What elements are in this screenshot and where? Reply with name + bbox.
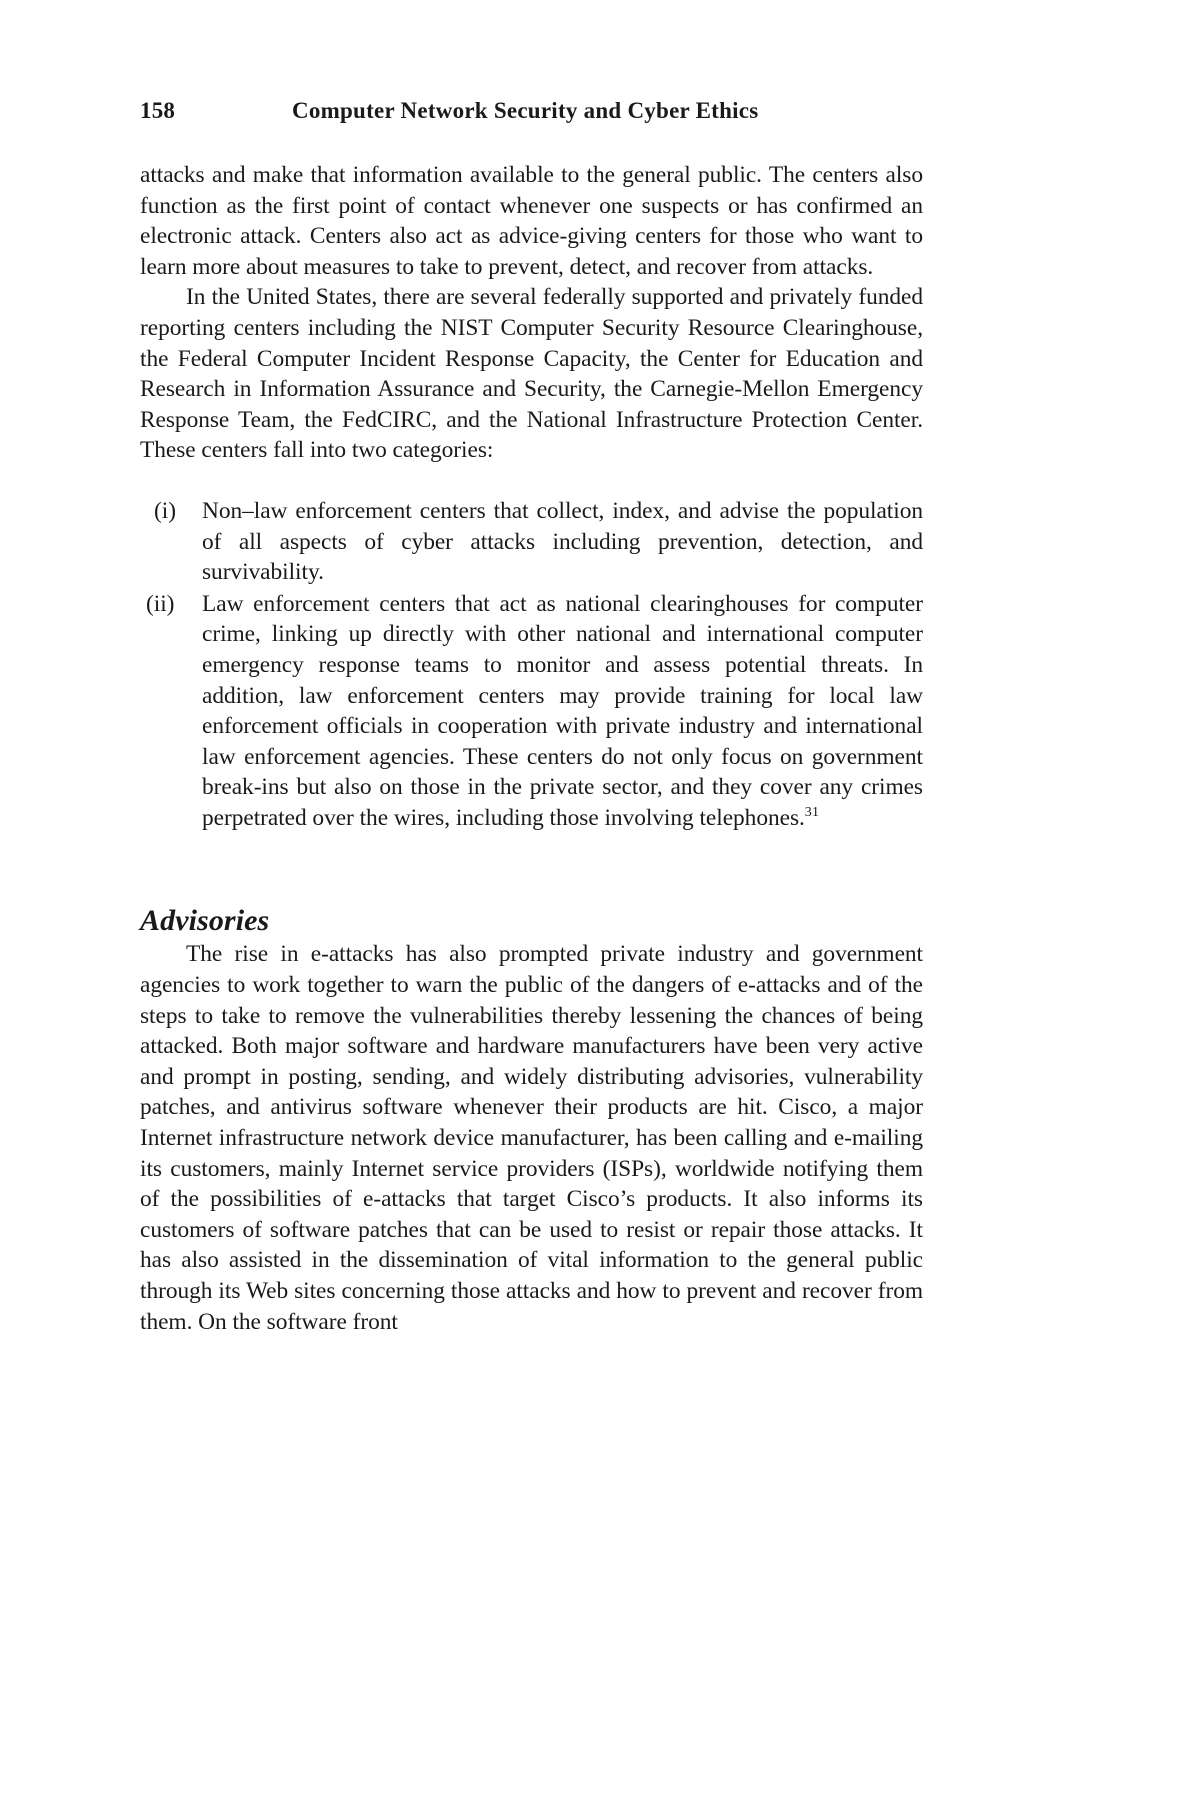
- book-title: Computer Network Security and Cyber Ethics: [292, 98, 759, 123]
- paragraph-advisories: The rise in e-attacks has also prompted private industry and government agencies to work together to warn the public of the dangers of e-attacks and of the steps to take to remove the vulnerabilities thereby lessening the chances of being attacked. Both major software and hardware manufacturers have been very active and prompt in posting, sending, and widely distributing advisories, vulnerability patches, and antivirus software whenever their products are hit. Cisco, a major Internet infrastructure network device manufacturer, has been calling and e-mailing its customers, mainly Internet service providers (ISPs), worldwide notifying them of the possibilities of e-attacks that target Cisco’s products. It also informs its customers of software patches that can be used to resist or repair those attacks. It has also assisted in the dissemination of vital information to the general public through its Web sites concerning those attacks and how to prevent and recover from them. On the software front: [140, 941, 923, 1335]
- paragraph-continuation: attacks and make that information available to the general public. The centers also function as the first point of contact whenever one suspects or has confirmed an electronic attack. Centers also act as advice-giving centers for those who want to learn more about measures to take to prevent, detect, and recover from attacks.: [140, 162, 923, 280]
- list-item: [140, 496, 923, 588]
- list-item: [140, 589, 923, 834]
- section-heading: Advisories: [140, 904, 270, 938]
- page-number: 158: [140, 98, 176, 123]
- footnote-reference: 31: [804, 805, 820, 821]
- list-item-text: Law enforcement centers that act as national clearinghouses for computer crime, linking up directly with other national and international computer emergency response teams to monitor and assess potential threats. In addition, law enforcement centers may provide training for local law enforcement officials in cooperation with private industry and international law enforcement agencies. These centers do not only focus on government break-ins but also on those in the private sector, and they cover any crimes perpetrated over the wires, including those involving telephones.: [202, 590, 923, 831]
- list-item-marker: (i): [154, 497, 176, 524]
- running-head: [140, 98, 930, 132]
- text-column: [140, 160, 923, 1337]
- list-item-marker: (ii): [146, 590, 175, 617]
- paragraph-reporting-centers: In the United States, there are several federally supported and privately funded reporting centers including the NIST Computer Security Resource Clearinghouse, the Federal Computer Incident Response Capacity, the Center for Education and Research in Information Assurance and Security, the Carnegie-Mellon Emergency Response Team, the FedCIRC, and the National Infrastructure Protection Center. These centers fall into two categories:: [140, 284, 923, 464]
- list-item-text: Non–law enforcement centers that collect, index, and advise the population of all aspects of cyber attacks including prevention, detection, and survivability.: [202, 497, 923, 586]
- categories-list: [140, 496, 923, 834]
